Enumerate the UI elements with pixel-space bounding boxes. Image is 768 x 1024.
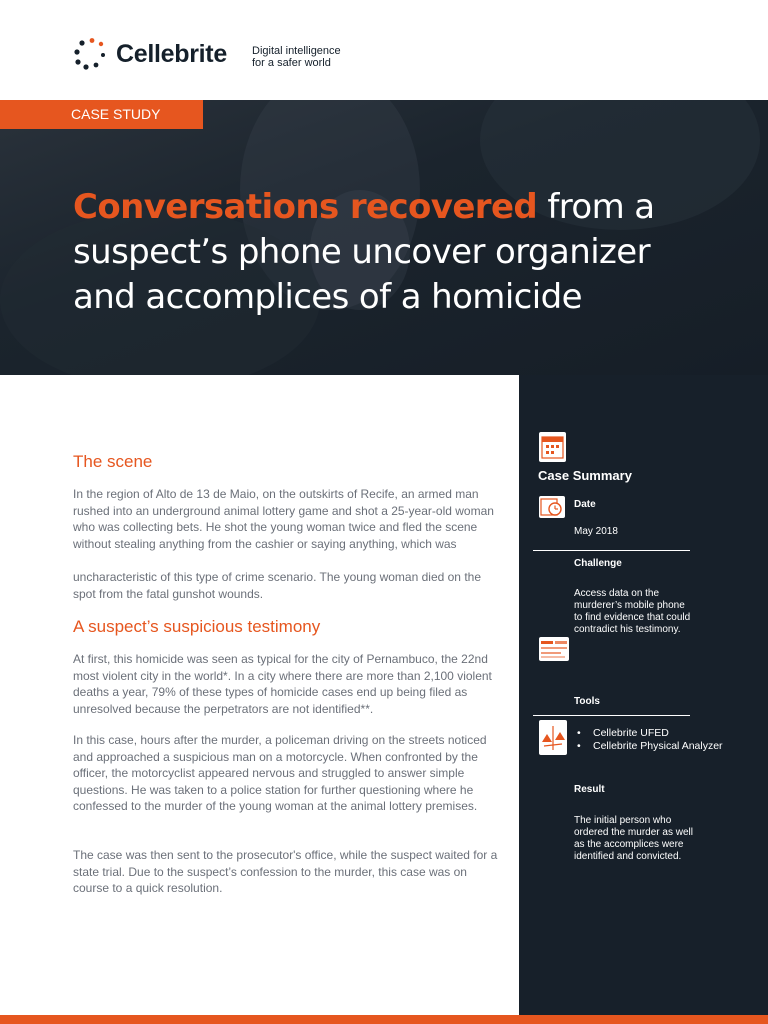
cellebrite-logo-icon [72, 38, 106, 70]
challenge-text: Access data on the murderer’s mobile phone to find evidence that could contradict his testimony. [574, 588, 691, 635]
main-content [0, 375, 519, 1015]
clock-icon [539, 496, 565, 518]
list-item: • Cellebrite Physical Analyzer [577, 740, 723, 753]
calendar-icon [539, 432, 566, 462]
list-item: • Cellebrite UFED [577, 727, 723, 740]
case-summary-sidebar [519, 375, 768, 1015]
testimony-paragraph-2: In this case, hours after the murder, a policeman driving on the streets noticed and approached a suspicious man on a motorcycle. When confronted by the officer, the motorcyclist appeared nervous and struggled to answer simple questions. He was taken to a police station for further questioning where he confessed to the murder of the young woman at the animal lottery premises. [73, 733, 487, 813]
document-icon [539, 637, 569, 661]
section-heading-testimony: A suspect’s suspicious testimony [73, 617, 321, 636]
result-label: Result [574, 784, 605, 795]
testimony-paragraph-1: At first, this homicide was seen as typical for the city of Pernambuco, the 22nd most violent city in the world*. In a city where there are more than 2,100 violent deaths a year, 79% of these types of homicide cases end up being filed as unresolved because the perpetrators are not identified**. [73, 652, 492, 716]
result-text: The initial person who ordered the murder as well as the accomplices were identified and convicted. [574, 815, 693, 862]
tagline-line-1: Digital intelligence [252, 45, 341, 57]
scene-paragraph-2: uncharacteristic of this type of crime scenario. The young woman died on the spot from the fatal gunshot wounds. [73, 570, 481, 601]
footer-accent-bar [0, 1015, 768, 1024]
brand-tagline [252, 45, 341, 69]
scene-paragraph-1: In the region of Alto de 13 de Maio, on the outskirts of Recife, an armed man rushed into an underground animal lottery game and shot a 25-year-old woman who was collecting bets. He shot the young woman twice and fled the scene without stealing anything from the cashier or saying anything, which was [73, 487, 494, 551]
case-summary-title: Case Summary [538, 468, 632, 483]
page-header [0, 0, 768, 100]
testimony-paragraph-3: The case was then sent to the prosecutor's office, while the suspect waited for a state trial. Due to the suspect’s confession to the murder, this case was on course to a quick resolution. [73, 848, 498, 895]
divider [533, 715, 690, 716]
page-title [73, 185, 673, 320]
tools-label: Tools [574, 696, 600, 707]
hero-banner [0, 100, 768, 375]
tools-icon [539, 720, 567, 755]
case-study-tag: CASE STUDY [0, 100, 203, 129]
challenge-label: Challenge [574, 558, 622, 569]
headline-rest: from a suspect’s phone uncover organizer and accomplices of a homicide [73, 187, 655, 317]
date-label: Date [574, 499, 596, 510]
headline-accent: Conversations recovered [73, 187, 538, 227]
date-value: May 2018 [574, 526, 618, 537]
tools-list [577, 727, 723, 752]
divider [533, 550, 690, 551]
section-heading-scene: The scene [73, 452, 153, 471]
tagline-line-2: for a safer world [252, 57, 331, 69]
brand-name: Cellebrite [116, 40, 227, 68]
